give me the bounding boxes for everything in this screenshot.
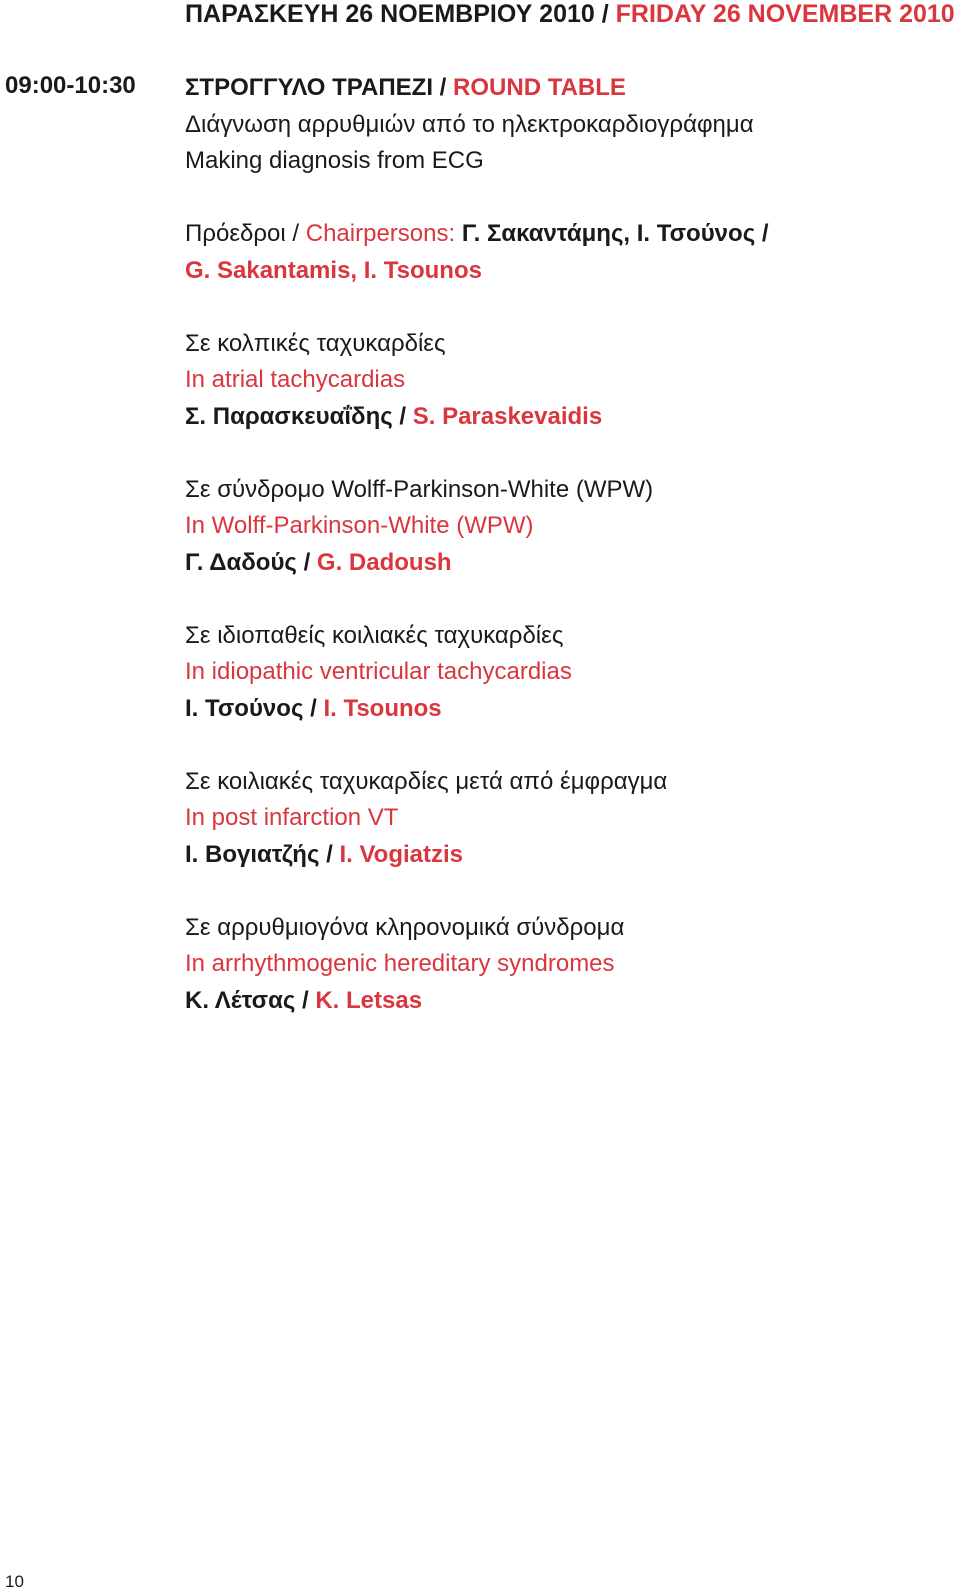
talk-title-english: In post infarction VT [185, 804, 399, 831]
header-date-english: FRIDAY 26 NOVEMBER 2010 [615, 0, 955, 28]
talk-item [185, 910, 945, 1020]
chairs-names-english: G. Sakantamis, I. Tsounos [185, 256, 482, 284]
speaker-english: G. Dadoush [316, 548, 452, 576]
speaker-greek: Ι. Τσούνος [185, 694, 304, 722]
page-header-date [185, 0, 955, 28]
chairs-names-greek: Γ. Σακαντάμης, Ι. Τσούνος / [461, 220, 769, 247]
talk-item [185, 618, 945, 728]
header-separator: / [594, 0, 616, 28]
talk-title-english: In idiopathic ventricular tachycardias [185, 658, 572, 685]
talk-item [185, 326, 945, 436]
chairs-label-english: Chairpersons: [305, 220, 456, 247]
speaker-separator: / [392, 402, 413, 430]
talk-item [185, 472, 945, 582]
chairs-label-greek: Πρόεδροι [185, 220, 286, 247]
session-type-greek: ΣΤΡΟΓΓΥΛΟ ΤΡΑΠΕΖΙ [185, 74, 434, 101]
speaker-separator: / [319, 840, 340, 868]
speaker-greek: Ι. Βογιατζής [185, 840, 320, 868]
session-time: 09:00-10:30 [5, 72, 136, 99]
talk-title-greek: Σε κολπικές ταχυκαρδίες [185, 329, 446, 357]
talk-speaker [185, 837, 945, 874]
speaker-separator: / [295, 986, 316, 1014]
speaker-english: I. Vogiatzis [339, 840, 464, 868]
talk-speaker [185, 983, 945, 1020]
speaker-separator: / [303, 694, 324, 722]
session-title-greek: Διάγνωση αρρυθμιών από το ηλεκτροκαρδιογράφημα [185, 110, 754, 138]
talk-title-greek: Σε σύνδρομο Wolff-Parkinson-White (WPW) [185, 475, 654, 503]
talk-title-greek: Σε κοιλιακές ταχυκαρδίες μετά από έμφραγμα [185, 767, 668, 795]
talk-title-english: In atrial tachycardias [185, 366, 406, 393]
chairpersons [185, 216, 945, 253]
speaker-english: K. Letsas [315, 986, 423, 1014]
talk-speaker [185, 691, 945, 728]
talk-title-english: In Wolff-Parkinson-White (WPW) [185, 512, 534, 539]
speaker-english: S. Paraskevaidis [412, 402, 603, 430]
session-content [185, 70, 945, 1019]
speaker-greek: Γ. Δαδούς [185, 548, 297, 576]
talk-speaker [185, 545, 945, 582]
session-type-english: ROUND TABLE [453, 74, 626, 101]
session-title-english: Making diagnosis from ECG [185, 147, 484, 174]
speaker-separator: / [296, 548, 317, 576]
speaker-greek: Κ. Λέτσας [185, 986, 296, 1014]
talk-title-greek: Σε ιδιοπαθείς κοιλιακές ταχυκαρδίες [185, 621, 564, 649]
speaker-greek: Σ. Παρασκευαΐδης [185, 402, 393, 430]
session-type [185, 70, 945, 107]
chairs-label-separator: / [285, 220, 306, 247]
talk-title-english: In arrhythmogenic hereditary syndromes [185, 950, 615, 977]
speaker-english: I. Tsounos [323, 694, 442, 722]
header-date-greek: ΠΑΡΑΣΚΕΥΗ 26 ΝΟΕΜΒΡΙΟΥ 2010 [185, 0, 595, 28]
session-type-separator: / [433, 74, 454, 101]
talk-item [185, 764, 945, 874]
talk-speaker [185, 399, 945, 436]
talk-title-greek: Σε αρρυθμιογόνα κληρονομικά σύνδρομα [185, 913, 625, 941]
page-number: 10 [5, 1572, 24, 1591]
